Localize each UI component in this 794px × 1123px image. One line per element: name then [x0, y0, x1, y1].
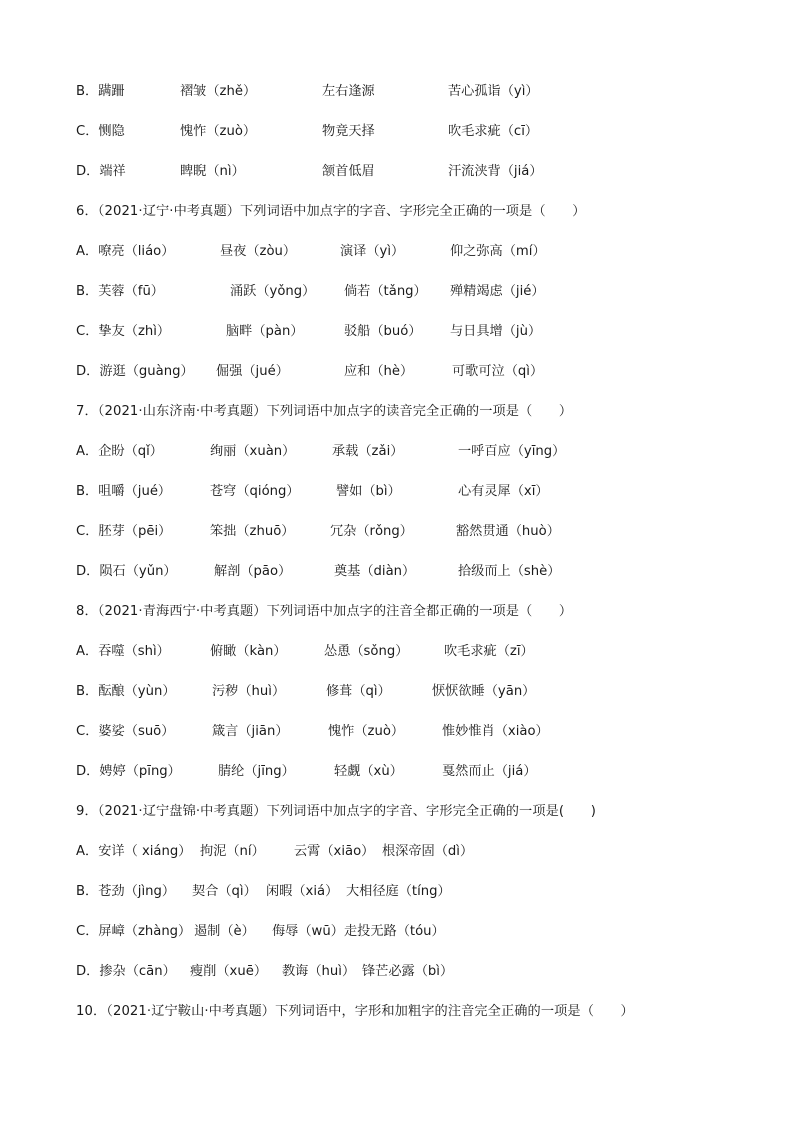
option-cell: 闲暇（xiá）: [266, 884, 339, 899]
option-cell: 睥睨（nì）: [180, 164, 245, 179]
option-cell: 侮辱（wū）: [272, 924, 344, 939]
option-cell: 譬如（bì）: [336, 484, 401, 499]
option-cell: 笨拙（zhuō）: [210, 524, 295, 539]
option-cell: 苦心孤诣（yì）: [448, 84, 539, 99]
option-cell: 遏制（è）: [194, 924, 255, 939]
option-cell: 绚丽（xuàn）: [210, 444, 296, 459]
option-cell: C．挚友（zhì）: [76, 324, 171, 339]
option-cell: B．芙蓉（fū）: [76, 284, 164, 299]
option-cell: 脑畔（pàn）: [226, 324, 304, 339]
option-cell: 仰之弥高（mí）: [450, 244, 546, 259]
option-cell: 殚精竭虑（jié）: [450, 284, 545, 299]
option-cell: B．咀嚼（jué）: [76, 484, 172, 499]
option-cell: 拾级而上（shè）: [458, 564, 561, 579]
option-cell: 愧怍（zuò）: [180, 124, 257, 139]
option-cell: 应和（hè）: [344, 364, 414, 379]
option-cell: A．安详（ xiáng）: [76, 844, 192, 859]
option-cell: 轻觑（xù）: [334, 764, 403, 779]
option-cell: 箴言（jiān）: [212, 724, 289, 739]
option-cell: 大相径庭（tíng）: [346, 884, 451, 899]
option-cell: 汗流浃背（jiá）: [448, 164, 543, 179]
option-cell: 倔强（jué）: [216, 364, 289, 379]
option-cell: D．陨石（yǔn）: [76, 564, 177, 579]
option-cell: 怂恿（sǒng）: [324, 644, 409, 659]
question-9: 9．（2021·辽宁盘锦·中考真题）下列词语中加点字的字音、字形完全正确的一项是( ): [76, 804, 596, 819]
option-cell: 拘泥（ní）: [200, 844, 265, 859]
option-cell: 倘若（tǎng）: [344, 284, 427, 299]
option-cell: 物竟天择: [322, 124, 375, 139]
option-cell: 苍穹（qióng）: [210, 484, 300, 499]
option-cell: D．掺杂（cān）: [76, 964, 176, 979]
option-cell: 契合（qì）: [192, 884, 257, 899]
option-cell: 冗杂（rǒng）: [330, 524, 413, 539]
option-cell: 演译（yì）: [340, 244, 405, 259]
option-cell: 豁然贯通（huò）: [456, 524, 560, 539]
option-cell: B．蹒跚: [76, 84, 125, 99]
option-cell: A．企盼（qǐ）: [76, 444, 163, 459]
option-cell: C．屏嶂（zhàng）: [76, 924, 192, 939]
option-cell: 颔首低眉: [322, 164, 375, 179]
option-cell: 与日具增（jù）: [450, 324, 542, 339]
option-cell: 锋芒必露（bì）: [362, 964, 454, 979]
option-cell: 可歌可泣（qì）: [452, 364, 544, 379]
question-10: 10．（2021·辽宁鞍山·中考真题）下列词语中，字形和加粗字的注音完全正确的一项是（ ）: [76, 1004, 634, 1019]
option-cell: C．婆娑（suō）: [76, 724, 175, 739]
question-7: 7．（2021·山东济南·中考真题）下列词语中加点字的读音完全正确的一项是（ ）: [76, 404, 573, 419]
option-cell: 左右逢源: [322, 84, 375, 99]
option-cell: D．娉婷（pīng）: [76, 764, 181, 779]
option-cell: 驳船（buó）: [344, 324, 422, 339]
option-cell: B．苍劲（jìng）: [76, 884, 176, 899]
option-cell: C．胚芽（pēi）: [76, 524, 172, 539]
option-cell: 戛然而止（jiá）: [442, 764, 537, 779]
option-cell: C．恻隐: [76, 124, 125, 139]
question-6: 6．（2021·辽宁·中考真题）下列词语中加点字的字音、字形完全正确的一项是（ ）: [76, 204, 586, 219]
option-cell: 教诲（huì）: [282, 964, 356, 979]
option-cell: 解剖（pāo）: [214, 564, 292, 579]
option-cell: 褶皱（zhě）: [180, 84, 257, 99]
option-cell: 吹毛求疵（cī）: [448, 124, 539, 139]
option-cell: 一呼百应（yīng）: [458, 444, 566, 459]
option-cell: 涌跃（yǒng）: [230, 284, 316, 299]
option-cell: B．酝酿（yùn）: [76, 684, 176, 699]
option-cell: 承载（zǎi）: [332, 444, 404, 459]
option-cell: 瘦削（xuē）: [190, 964, 268, 979]
option-cell: A．吞噬（shì）: [76, 644, 170, 659]
option-cell: 俯瞰（kàn）: [210, 644, 287, 659]
option-cell: 吹毛求疵（zī）: [444, 644, 534, 659]
option-cell: 修葺（qì）: [326, 684, 391, 699]
option-cell: D．游逛（guàng）: [76, 364, 194, 379]
question-8: 8．（2021·青海西宁·中考真题）下列词语中加点字的注音全都正确的一项是（ ）: [76, 604, 573, 619]
option-cell: A．嘹亮（liáo）: [76, 244, 175, 259]
option-cell: 昼夜（zòu）: [220, 244, 297, 259]
option-cell: 惟妙惟肖（xiào）: [442, 724, 549, 739]
option-cell: 云霄（xiāo）: [294, 844, 375, 859]
option-cell: 恹恹欲睡（yān）: [432, 684, 536, 699]
option-cell: 愧怍（zuò）: [328, 724, 405, 739]
option-cell: 心有灵犀（xī）: [458, 484, 549, 499]
option-cell: 走投无路（tóu）: [344, 924, 445, 939]
option-cell: 污秽（huì）: [212, 684, 286, 699]
option-cell: 奠基（diàn）: [334, 564, 416, 579]
option-cell: D．端祥: [76, 164, 126, 179]
option-cell: 腈纶（jīng）: [218, 764, 295, 779]
option-cell: 根深帝固（dì）: [382, 844, 474, 859]
